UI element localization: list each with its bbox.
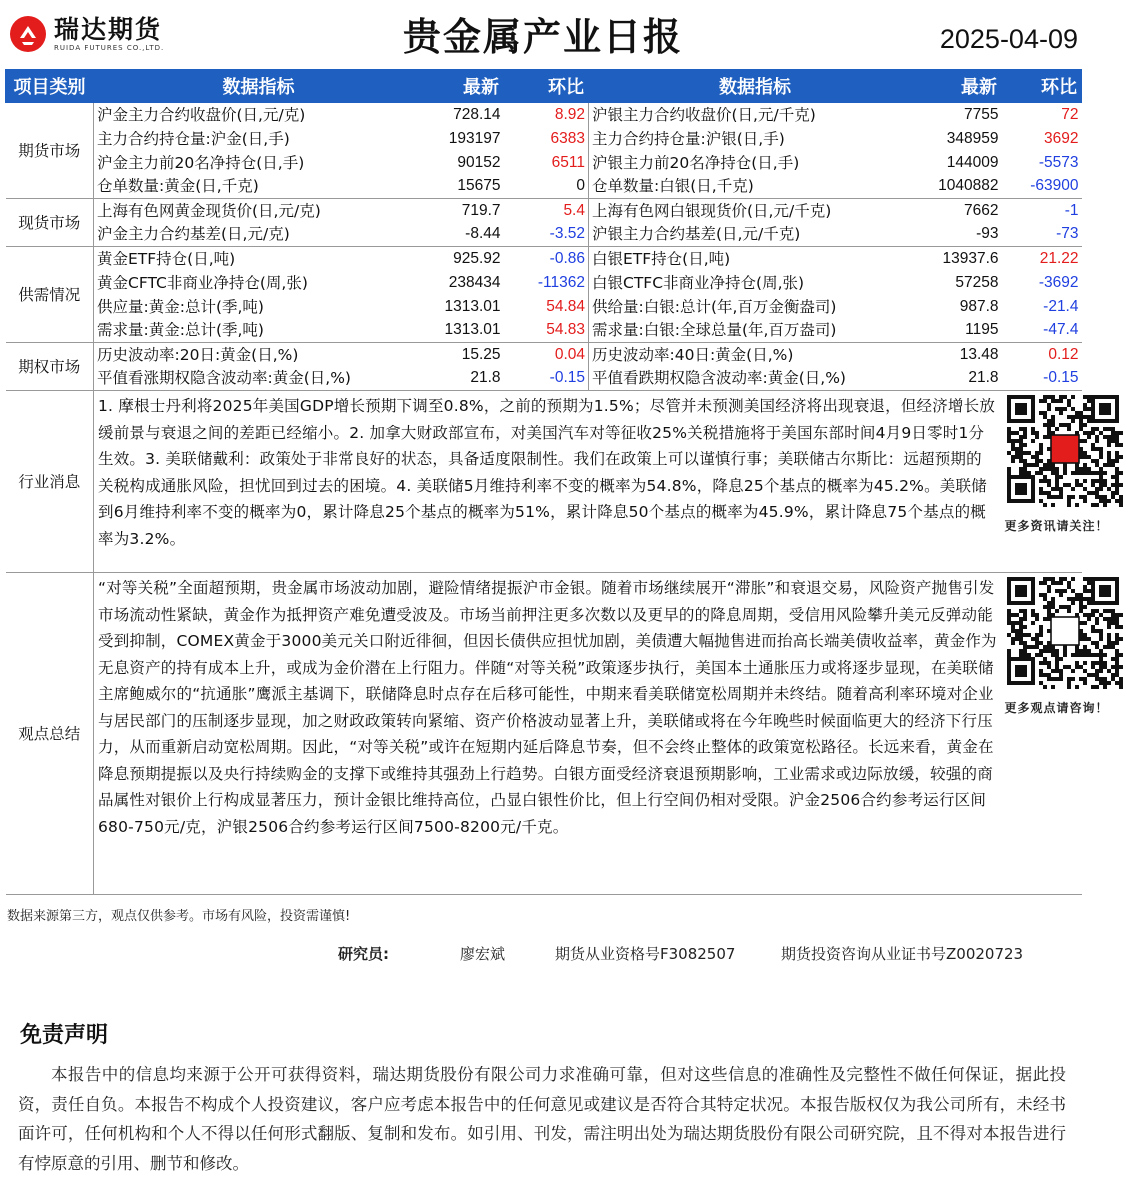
table-row: [6, 247, 1082, 271]
news-qr-code-caption: 更多资讯请关注！: [1004, 519, 1109, 533]
latest-value: 348959: [946, 129, 999, 147]
latest-value: 1313.01: [444, 297, 501, 315]
change-value: 0.12: [1002, 343, 1082, 367]
change-value: -5573: [1038, 153, 1079, 171]
advisory-license: 期货投资咨询从业证书号Z0020723: [781, 945, 1024, 963]
category-news: 行业消息: [6, 391, 94, 573]
change-value: 3692: [1044, 129, 1079, 147]
indicator-label: 主力合约持仓量:沪金(日,手): [97, 129, 290, 148]
indicator-label: 主力合约持仓量:沪银(日,手): [589, 127, 922, 151]
latest-value: 7662: [922, 199, 1002, 223]
indicator-label: 黄金CFTC非商业净持仓(周,张): [97, 273, 308, 292]
indicator-label: 需求量:白银:全球总量(年,百万盎司): [589, 319, 922, 343]
latest-value: 728.14: [424, 103, 504, 127]
table-row: [6, 367, 1082, 391]
indicator-label: 仓单数量:白银(日,千克): [589, 175, 922, 199]
latest-value: 21.8: [470, 369, 501, 387]
change-value: 0: [576, 177, 585, 195]
latest-value: 144009: [946, 153, 999, 171]
category-view: 观点总结: [6, 573, 94, 895]
col-category: 项目类别: [6, 70, 94, 103]
latest-value: 15.25: [424, 343, 504, 367]
data-source-note: 数据来源第三方，观点仅供参考。市场有风险，投资需谨慎!: [7, 909, 351, 924]
change-value: 54.83: [546, 321, 585, 339]
indicator-label: 平值看涨期权隐含波动率:黄金(日,%): [97, 369, 351, 388]
table-row: [6, 223, 1082, 247]
report-date: 2025-04-09: [939, 24, 1078, 54]
change-value: -0.86: [504, 247, 589, 271]
indicator-label: 供给量:白银:总计(年,百万金衡盎司): [589, 295, 922, 319]
view-qr-code-icon: [1007, 577, 1123, 689]
change-value: 6511: [551, 153, 585, 171]
latest-value: 7755: [922, 103, 1002, 127]
latest-value: 987.8: [959, 297, 999, 315]
latest-value: 1195: [965, 321, 999, 339]
change-value: -21.4: [1043, 297, 1079, 315]
latest-value: 21.8: [968, 369, 999, 387]
indicator-label: 仓单数量:黄金(日,千克): [97, 177, 259, 196]
researcher-name: 廖宏斌: [460, 945, 506, 963]
indicator-label: 沪金主力前20名净持仓(日,手): [97, 153, 305, 172]
latest-value: 13.48: [922, 343, 1002, 367]
category-supply: 供需情况: [6, 247, 94, 343]
change-value: 8.92: [504, 103, 589, 127]
indicator-label: 黄金ETF持仓(日,吨): [94, 247, 424, 271]
table-row: [6, 295, 1082, 319]
change-value: 54.84: [546, 297, 585, 315]
indicator-label: 沪金主力合约基差(日,元/克): [97, 225, 290, 244]
col-indicator-left: 数据指标: [94, 70, 424, 103]
table-bottom-line: [6, 895, 1082, 896]
indicator-label: 白银ETF持仓(日,吨): [589, 247, 922, 271]
table-row: [6, 271, 1082, 295]
change-value: 0.04: [504, 343, 589, 367]
category-spot: 现货市场: [6, 199, 94, 247]
change-value: -11362: [537, 273, 585, 291]
view-qr-code-cell: [1002, 573, 1109, 895]
view-summary-text: “对等关税”全面超预期，贵金属市场波动加剧，避险情绪提振沪市金银。随着市场继续展开“滞胀”和衰退交易，风险资产抛售引发市场流动性紧缺，黄金作为抵押资产难免遭受波及。市场当前押注更多次数以及更早的的降息周期，受信用风险攀升美元反弹动能受到抑制，COMEX黄金于3000美元关口附近徘徊，但因长债供应担忧加剧，美债遭大幅抛售进而抬高长端美债收益率，黄金作为无息资产的持有成本上升，或成为金价潜在上行阻力。伴随“对等关税”政策逐步执行，美国本土通胀压力或将逐步显现，在美联储主席鲍威尔的“抗通胀”鹰派主基调下，联储降息时点存在后移可能性，中期来看美联储宽松周期并未终结。随着高利率环境对企业与居民部门的压制逐步显现，加之财政政策转向紧缩、资产价格波动显著上升，美联储或将在今年晚些时候面临更大的经济下行压力，从而重新启动宽松周期。因此，“对等关税”或许在短期内延后降息节奏，但不会终止整体的政策宽松路径。长远来看，黄金在降息预期提振以及央行持续购金的支撑下或维持其强劲上行趋势。白银方面受经济衰退预期影响，工业需求或边际放缓，较强的商品属性对银价上行构成显著压力，预计金银比维持高位，凸显白银性价比，但上行空间仍相对受限。沪金2506合约参考运行区间680-750元/克，沪银2506合约参考运行区间7500-8200元/千克。: [94, 573, 1002, 895]
report-title: 贵金属产业日报: [402, 15, 683, 59]
change-value: -73: [1056, 225, 1079, 243]
latest-value: 15675: [457, 177, 501, 195]
change-value: -3.52: [549, 225, 585, 243]
news-qr-code-cell: [1002, 391, 1109, 573]
indicator-label: 上海有色网白银现货价(日,元/千克): [589, 199, 922, 223]
col-latest-left: 最新: [424, 70, 504, 103]
latest-value: 90152: [457, 153, 501, 171]
col-change-right: 环比: [1002, 70, 1082, 103]
table-row: [6, 199, 1082, 223]
news-qr-code-icon: [1007, 395, 1123, 507]
latest-value: -8.44: [465, 225, 501, 243]
table-row: [6, 175, 1082, 199]
indicator-label: 沪银主力前20名净持仓(日,手): [589, 151, 922, 175]
change-value: -3692: [1038, 273, 1079, 291]
table-row: [6, 391, 1082, 573]
logo-english-name: RUIDA FUTURES CO.,LTD.: [54, 43, 165, 52]
table-header-row: [6, 70, 1082, 103]
table-row: [6, 573, 1082, 895]
table-row: [6, 127, 1082, 151]
researcher-label: 研究员:: [338, 945, 389, 963]
indicator-label: 历史波动率:40日:黄金(日,%): [589, 343, 922, 367]
latest-value: 925.92: [424, 247, 504, 271]
latest-value: 1040882: [938, 177, 999, 195]
latest-value: 193197: [448, 129, 501, 147]
indicator-label: 沪金主力合约收盘价(日,元/克): [94, 103, 424, 127]
col-indicator-right: 数据指标: [589, 70, 922, 103]
latest-value: 13937.6: [922, 247, 1002, 271]
change-value: -63900: [1030, 177, 1079, 195]
view-qr-code-caption: 更多观点请咨询！: [1004, 701, 1109, 715]
news-qr-code: [1005, 395, 1125, 511]
latest-value: 57258: [955, 273, 999, 291]
change-value: 5.4: [504, 199, 589, 223]
table-row: [6, 151, 1082, 175]
futures-license: 期货从业资格号F3082507: [555, 945, 736, 963]
col-latest-right: 最新: [922, 70, 1002, 103]
latest-value: 719.7: [424, 199, 504, 223]
data-table: [5, 69, 1109, 896]
col-change-left: 环比: [504, 70, 589, 103]
category-futures: 期货市场: [6, 103, 94, 199]
latest-value: 1313.01: [444, 321, 501, 339]
disclaimer-title: 免责声明: [20, 1023, 109, 1048]
latest-value: 238434: [448, 273, 501, 291]
indicator-label: 需求量:黄金:总计(季,吨): [97, 321, 264, 340]
table-row: [6, 343, 1082, 367]
table-row: [6, 319, 1082, 343]
indicator-label: 沪银主力合约基差(日,元/千克): [589, 223, 922, 247]
change-value: 6383: [550, 129, 585, 147]
change-value: 72: [1002, 103, 1082, 127]
view-qr-code: [1005, 577, 1125, 693]
change-value: -47.4: [1043, 321, 1079, 339]
indicator-label: 上海有色网黄金现货价(日,元/克): [94, 199, 424, 223]
industry-news-text: 1. 摩根士丹利将2025年美国GDP增长预期下调至0.8%，之前的预期为1.5%；尽管并未预测美国经济将出现衰退，但经济增长放缓前景与衰退之间的差距已经缩小。2. 加拿大财政部宣布，对美国汽车对等征收25%关税措施将于美国东部时间4月9日零时1分生效。3. 美联储戴利：政策处于非常良好的状态，具备适度限制性。我们在政策上可以谨慎行事；美联储古尔斯比：远超预期的关税构成通胀风险，担忧回到过去的困境。4. 美联储5月维持利率不变的概率为54.8%，降息25个基点的概率为45.2%。美联储到6月维持利率不变的概率为0，累计降息25个基点的概率为51%，累计降息50个基点的概率为45.9%，累计降息75个基点的概率为3.2%。: [94, 391, 1002, 573]
change-value: -0.15: [1043, 369, 1079, 387]
indicator-label: 历史波动率:20日:黄金(日,%): [94, 343, 424, 367]
change-value: -0.15: [549, 369, 585, 387]
change-value: 21.22: [1002, 247, 1082, 271]
report-header: [0, 0, 1086, 66]
indicator-label: 供应量:黄金:总计(季,吨): [97, 297, 264, 316]
latest-value: -93: [976, 225, 999, 243]
indicator-label: 白银CTFC非商业净持仓(周,张): [589, 271, 922, 295]
indicator-label: 平值看跌期权隐含波动率:黄金(日,%): [589, 367, 922, 391]
category-options: 期权市场: [6, 343, 94, 391]
change-value: -1: [1002, 199, 1082, 223]
disclaimer-body: 本报告中的信息均来源于公开可获得资料，瑞达期货股份有限公司力求准确可靠，但对这些信息的准确性及完整性不做任何保证，据此投资，责任自负。本报告不构成个人投资建议，客户应考虑本报告中的任何意见或建议是否符合其特定状况。本报告版权仅为我公司所有，未经书面许可，任何机构和个人不得以任何形式翻版、复制和发布。如引用、刊发，需注明出处为瑞达期货股份有限公司研究院，且不得对本报告进行有悖原意的引用、删节和修改。: [18, 1065, 1066, 1173]
indicator-label: 沪银主力合约收盘价(日,元/千克): [589, 103, 922, 127]
logo-chinese-name: 瑞达期货: [54, 14, 163, 44]
table-bottom-border: [6, 895, 1082, 896]
table-row: [6, 103, 1082, 127]
